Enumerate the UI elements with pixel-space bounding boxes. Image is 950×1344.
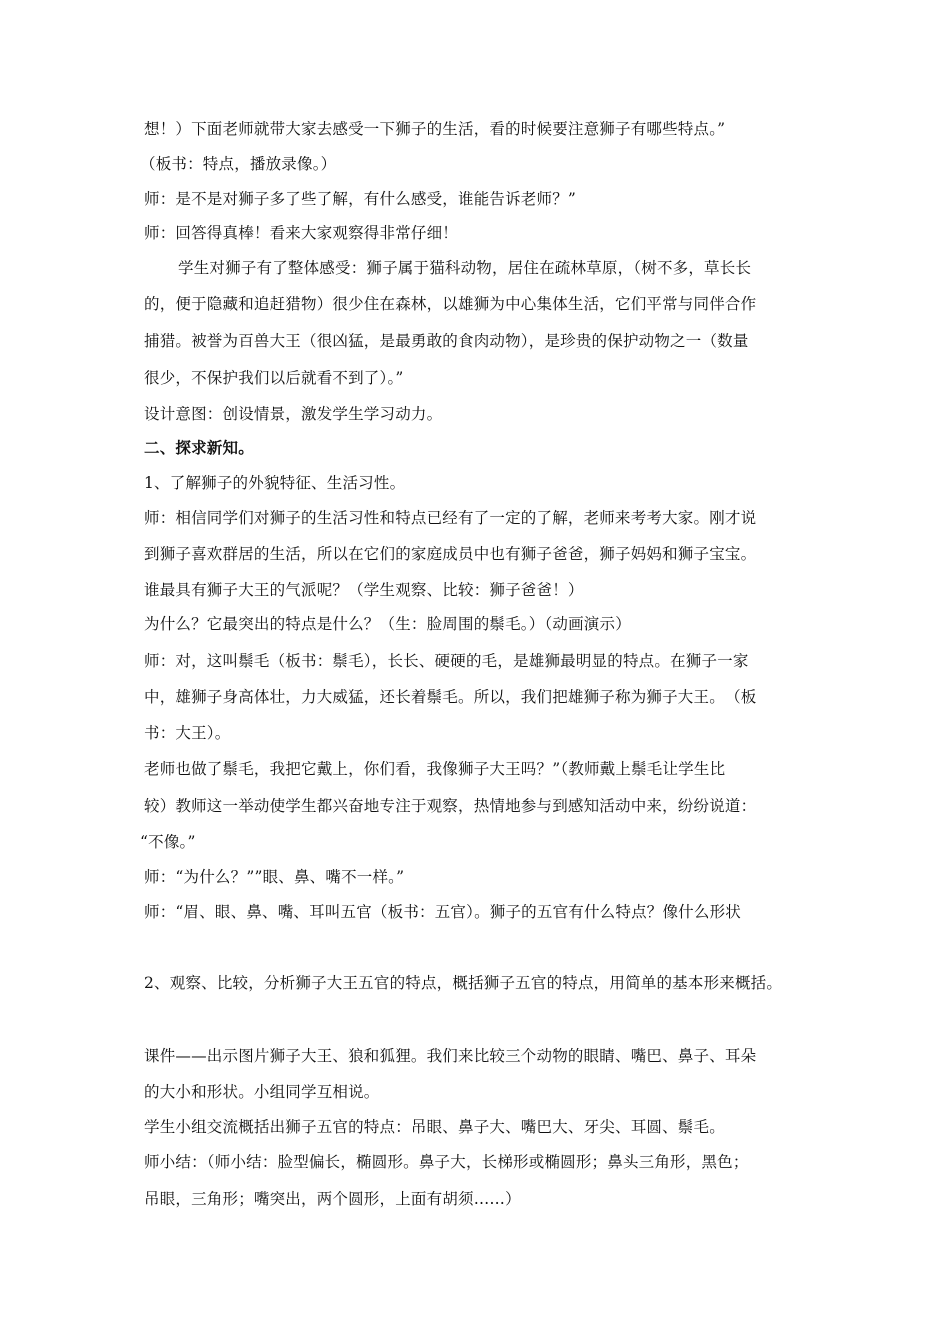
text-line: 设计意图：创设情景，激发学生学习动力。 [144,405,443,423]
text-line: 1、了解狮子的外貌特征、生活习性。 [144,474,406,492]
text-line: 书：大王）。 [144,724,231,742]
text-line: 为什么？它最突出的特点是什么？（生：脸周围的鬃毛。）（动画演示） [144,615,631,633]
text-line: 吊眼，三角形；嘴突出，两个圆形，上面有胡须……） [144,1190,521,1208]
text-line: 师小结：（师小结：脸型偏长，椭圆形。鼻子大，长梯形或椭圆形；鼻头三角形，黑色； [144,1153,749,1171]
text-line: 捕猎。被誉为百兽大王（很凶猛，是最勇敢的食肉动物），是珍贵的保护动物之一（数量 [144,332,749,350]
text-line: 想！）下面老师就带大家去感受一下狮子的生活，看的时候要注意狮子有哪些特点。” [144,120,726,138]
text-line: “不像。” [140,833,196,851]
text-line: 的大小和形状。小组同学互相说。 [144,1083,380,1101]
text-line: 老师也做了鬃毛，我把它戴上，你们看，我像狮子大王吗？”（教师戴上鬃毛让学生比 [144,760,726,778]
text-line: 课件——出示图片狮子大王、狼和狐狸。我们来比较三个动物的眼睛、嘴巴、鼻子、耳朵 [144,1047,757,1065]
text-line: 较）教师这一举动使学生都兴奋地专注于观察，热情地参与到感知活动中来，纷纷说道： [144,797,757,815]
text-line: 师：“为什么？””眼、鼻、嘴不一样。” [144,868,405,886]
text-line: 师：对，这叫鬃毛（板书：鬃毛），长长、硬硬的毛，是雄狮最明显的特点。在狮子一家 [144,652,749,670]
text-line: 很少，不保护我们以后就看不到了）。” [144,369,404,387]
text-line: 学生对狮子有了整体感受：狮子属于猫科动物，居住在疏林草原，（树不多，草长长 [178,259,752,277]
text-line: 的，便于隐藏和追赶猎物）很少住在森林，以雄狮为中心集体生活，它们平常与同伴合作 [144,295,757,313]
section-heading: 二、探求新知。 [144,438,254,457]
text-line: 师：相信同学们对狮子的生活习性和特点已经有了一定的了解，老师来考考大家。刚才说 [144,509,757,527]
text-line: （板书：特点，播放录像。） [140,155,337,173]
text-line: 谁最具有狮子大王的气派呢？（学生观察、比较：狮子爸爸！） [144,581,584,599]
text-line: 中，雄狮子身高体壮，力大威猛，还长着鬃毛。所以，我们把雄狮子称为狮子大王。 （板 [144,688,757,706]
text-line: 师：“眉、眼、鼻、嘴、耳叫五官（板书：五官）。狮子的五官有什么特点？像什么形状 [144,903,741,921]
text-line: 2、观察、比较，分析狮子大王五官的特点，概括狮子五官的特点，用简单的基本形来概括。 [144,974,783,992]
text-line: 师：是不是对狮子多了些了解，有什么感受，谁能告诉老师？” [144,190,577,208]
text-line: 到狮子喜欢群居的生活，所以在它们的家庭成员中也有狮子爸爸，狮子妈妈和狮子宝宝。 [144,545,757,563]
text-line: 师：回答得真棒！看来大家观察得非常仔细！ [144,224,459,242]
text-line: 学生小组交流概括出狮子五官的特点：吊眼、鼻子大、嘴巴大、牙尖、耳圆、鬃毛。 [144,1118,725,1136]
